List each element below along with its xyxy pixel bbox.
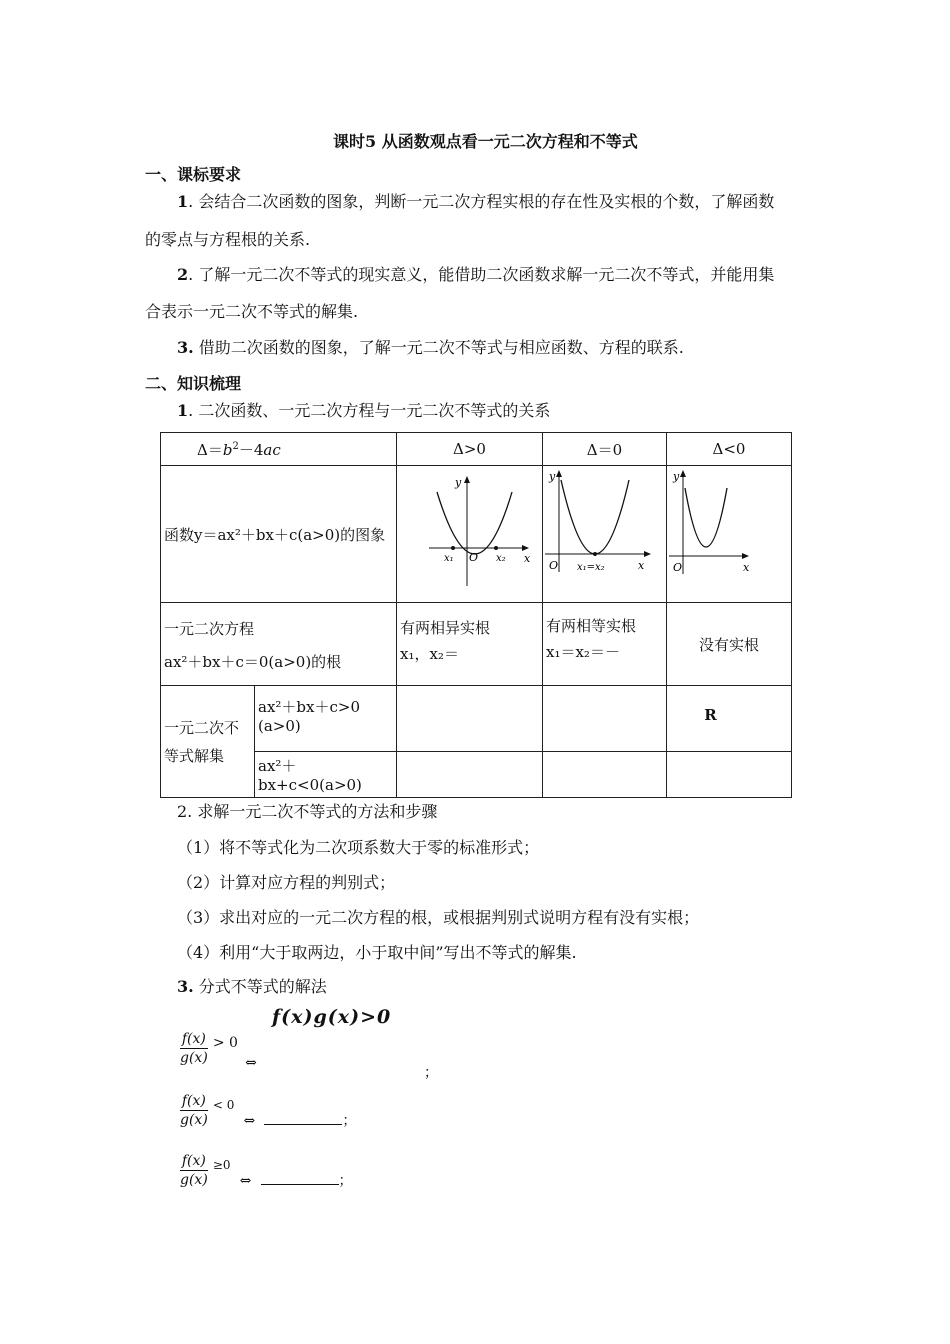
svg-text:x: x	[524, 552, 531, 565]
subsection-1-title: 1. 二次函数、一元二次方程与一元二次不等式的关系	[177, 401, 551, 420]
header-delta-negative: Δ<0	[667, 433, 792, 466]
roots-two-distinct: 有两相异实根 x₁，x₂＝	[397, 603, 543, 686]
header-delta-positive: Δ>0	[397, 433, 543, 466]
requirement-2-line1: 2. 了解一元二次不等式的现实意义，能借助二次函数求解一元二次不等式，并能用集	[177, 265, 775, 284]
svg-text:y: y	[673, 470, 680, 483]
iff-symbol: ⇔	[245, 1055, 257, 1071]
fraction-gt-row: $\frac{f(x)}{g(x)}$ > 0 ⇔	[180, 1031, 257, 1071]
subsection-3-title: 3. 分式不等式的解法	[177, 977, 327, 996]
svg-text:O: O	[673, 561, 683, 574]
step-2: （2）计算对应方程的判别式；	[177, 873, 396, 892]
iff-symbol: ⇔	[239, 1173, 252, 1189]
svg-text:y: y	[455, 476, 462, 489]
requirement-2-line2: 合表示一元二次不等式的解集.	[145, 302, 359, 321]
svg-text:x₂: x₂	[496, 553, 506, 564]
step-3: （3）求出对应的一元二次方程的根，或根据判别式说明方程有没有实根；	[177, 908, 700, 927]
requirement-3: 3. 借助二次函数的图象，了解一元二次不等式与相应函数、方程的联系.	[177, 338, 684, 357]
page-title: 课时5 从函数观点看一元二次方程和不等式	[333, 132, 638, 151]
step-4: （4）利用“大于取两边，小于取中间”写出不等式的解集.	[177, 943, 577, 962]
graph-double-root	[543, 466, 667, 603]
fraction-lt-row: $\frac{f(x)}{g(x)}$ $^{< 0}$ ⇔ ；	[180, 1093, 357, 1129]
fraction-ge-row: $\frac{f(x)}{g(x)}$ $^{\ge 0}$ ⇔ ；	[180, 1153, 353, 1189]
graph-two-roots	[397, 466, 543, 603]
svg-text:y: y	[549, 470, 556, 483]
answer-lt-zero	[543, 752, 667, 798]
relationship-table	[160, 432, 792, 798]
iff-symbol: ⇔	[243, 1113, 256, 1129]
section-heading-knowledge: 二、知识梳理	[145, 374, 242, 393]
inequality-greater: ax²＋bx＋c>0 (a>0)	[255, 686, 397, 752]
graph-no-roots	[667, 466, 792, 603]
row-graph-label: 函数y＝ax²＋bx＋c(a>0)的图象	[161, 466, 397, 603]
requirement-1-line1: 1. 会结合二次函数的图象，判断一元二次方程实根的存在性及实根的个数，了解函数	[177, 192, 775, 211]
fraction-f-over-g: $\frac{f(x)}{g(x)}$	[180, 1093, 208, 1128]
fraction-f-over-g: $\frac{f(x)}{g(x)}$	[180, 1031, 208, 1066]
roots-none: 没有实根	[667, 603, 792, 686]
header-delta-zero: Δ＝0	[543, 433, 667, 466]
header-delta-formula: $\Delta=b^2-4ac$	[161, 433, 397, 466]
answer-lt-pos	[397, 752, 543, 798]
answer-blank-lt[interactable]	[264, 1110, 342, 1125]
row-roots-label: 一元二次方程 ax²＋bx＋c＝0(a>0)的根	[161, 603, 397, 686]
inequality-solution-label: 一元二次不等式解集	[161, 686, 255, 798]
svg-text:O: O	[469, 551, 479, 564]
svg-text:x₁=x₂: x₁=x₂	[577, 562, 605, 573]
svg-text:x₁: x₁	[444, 553, 454, 564]
roots-two-equal: 有两相等实根 x₁＝x₂＝－	[543, 603, 667, 686]
semicolon-1: ；	[424, 1065, 438, 1081]
answer-gt-zero	[543, 686, 667, 752]
subsection-2-title: 2. 求解一元二次不等式的方法和步骤	[177, 802, 438, 821]
svg-text:x: x	[638, 559, 645, 572]
fraction-f-over-g: $\frac{f(x)}{g(x)}$	[180, 1153, 208, 1188]
svg-text:O: O	[549, 559, 559, 572]
answer-gt-neg: R	[667, 686, 792, 752]
requirement-1-line2: 的零点与方程根的关系.	[145, 230, 311, 249]
inequality-less: ax²＋bx+c<0(a>0)	[255, 752, 397, 798]
answer-gt-pos	[397, 686, 543, 752]
svg-text:x: x	[743, 561, 750, 574]
step-1: （1）将不等式化为二次项系数大于零的标准形式；	[177, 838, 540, 857]
fraction-gt-equivalent: f(x)g(x)>0	[272, 1006, 392, 1028]
answer-blank-ge[interactable]	[261, 1170, 339, 1185]
section-heading-requirements: 一、课标要求	[145, 165, 242, 184]
answer-lt-neg	[667, 752, 792, 798]
